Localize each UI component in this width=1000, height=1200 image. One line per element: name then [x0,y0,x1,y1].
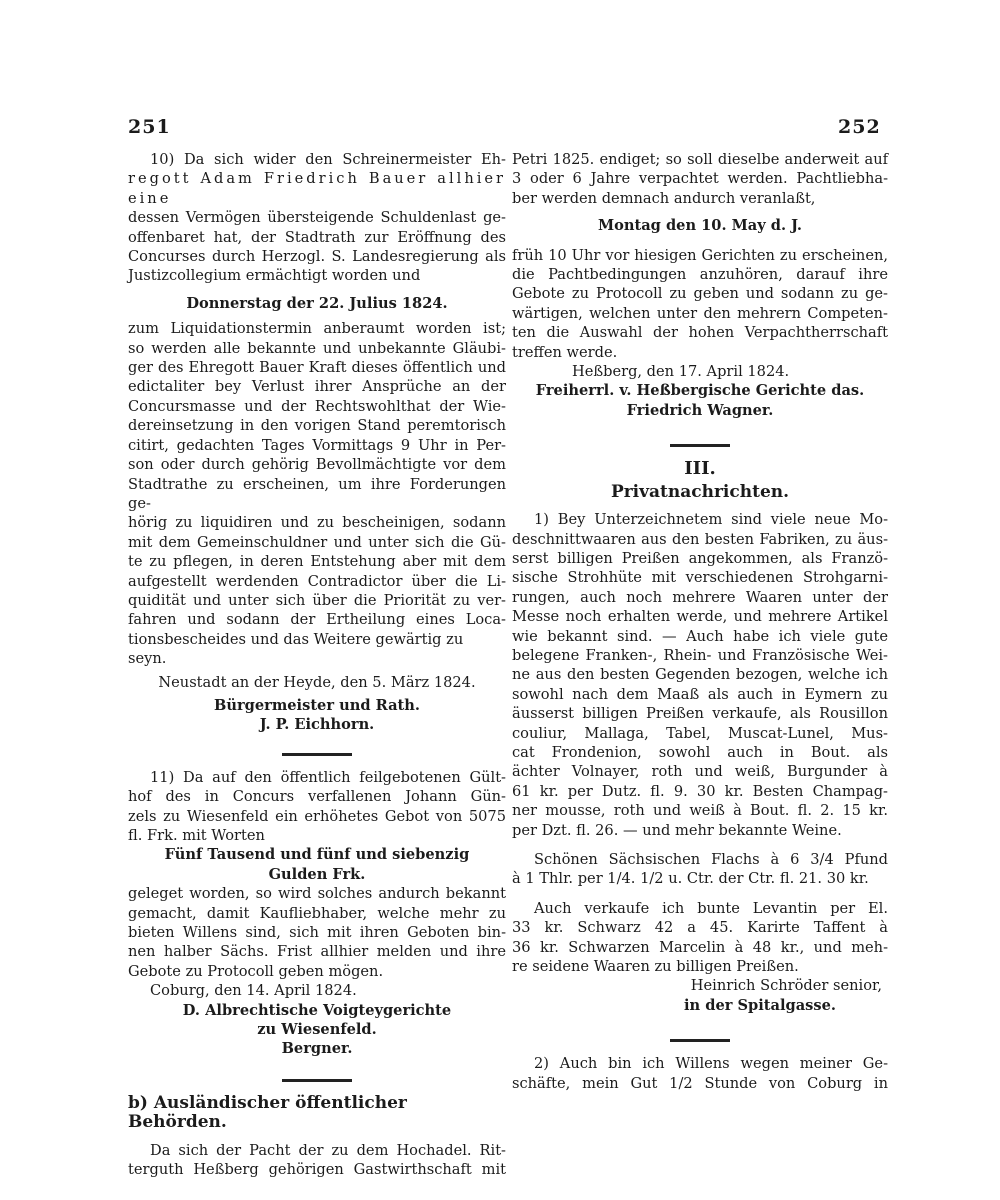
text-line: Messe noch erhalten werde, und mehrere Artikel [512,608,888,626]
text-line: quidität und unter sich über die Priorität zu ver- [128,591,506,609]
notice-11-signer-place: zu Wiesenfeld. [257,1021,377,1039]
text-line: citirt, gedachten Tages Vormittags 9 Uhr in Per- [128,436,506,454]
text-line: Concursmasse und der Rechtswohlthat der Wie- [128,397,506,415]
text-line: fl. Frk. mit Worten [128,827,265,844]
text-line: belegene Franken-, Rhein- und Französische Wei- [512,646,888,664]
text-line: wie bekannt sind. — Auch habe ich viele gute [512,627,888,645]
text-line: treffen werde. [512,343,618,361]
text-line: geleget worden, so wird solches andurch bekannt [128,885,506,903]
text-line: rungen, auch noch mehrere Waaren unter der [512,588,888,606]
text-line: tionsbescheides und das Weitere gewärtig zu seyn. [128,630,464,668]
text-line: 33 kr. Schwarz 42 a 45. Karirte Taffent à [512,919,888,937]
notice-10-body [128,319,506,668]
text-line: regott Adam Friedrich Bauer allhier eine [128,170,506,207]
text-line: mit dem Gemeinschuldner und unter sich die Gü- [128,533,506,551]
text-line: schäfte, mein Gut 1/2 Stunde von Coburg in [512,1074,888,1092]
text-line: terguth Heßberg gehörigen Gastwirthschaft mit [128,1161,506,1179]
text-line: offenbaret hat, der Stadtrath zur Eröffnung des [128,228,506,246]
notice-11-intro [128,768,506,846]
text-line: edictaliter bey Verlust ihrer Ansprüche an der [128,378,506,396]
ad-1-more [512,899,888,977]
lease-signer-name: Friedrich Wagner. [626,401,774,419]
notice-11-signer: D. Albrechtische Voigteygerichte [182,1001,452,1019]
text-line: ger des Ehregott Bauer Kraft dieses öffentlich und [128,359,506,377]
text-line: ber werden demnach andurch veranlaßt, [512,189,816,207]
text-line: fahren und sodann der Ertheilung eines Loca- [128,611,506,629]
text-line: couliur, Mallaga, Tabel, Muscat-Lunel, Mus- [512,724,888,742]
text-line: so werden alle bekannte und unbekannte Gläubi- [128,339,506,357]
separator-rule [670,1039,730,1042]
section-b-text [128,1141,506,1180]
notice-11-amount-unit: Gulden Frk. [268,865,366,883]
lease-notice-continued [512,150,888,208]
text-line: Auch verkaufe ich bunte Levantin per El. [534,899,888,917]
text-line: 2) Auch bin ich Willens wegen meiner Ge- [534,1055,888,1073]
text-line: re seidene Waaren zu billigen Preißen. [512,958,799,976]
text-line: ächter Volnayer, roth und weiß, Burgunder à [512,763,888,781]
text-line: sische Strohhüte mit verschiedenen Strohgarni- [512,569,888,587]
text-line: dessen Vermögen übersteigende Schuldenlast ge- [128,209,506,227]
text-line: à 1 Thlr. per 1/4. 1/2 u. Ctr. der Ctr. fl. 21. 30 kr. [512,870,869,888]
notice-10-intro [128,150,506,286]
ad-1-signer: Heinrich Schröder senior, [690,977,882,995]
text-line: hörig zu liquidiren und zu bescheinigen, sodann [128,514,506,532]
text-line: 11) Da auf den öffentlich feilgebotenen Gült- [150,768,506,786]
notice-10-date: Donnerstag der 22. Julius 1824. [186,294,448,312]
text-line: Justizcollegium ermächtigt worden und [128,267,421,285]
lease-date: Montag den 10. May d. J. [597,217,803,235]
notice-10-place-date: Neustadt an der Heyde, den 5. März 1824. [158,673,476,691]
text-line: nen halber Sächs. Frist allhier melden und ihre [128,943,506,961]
text-line: ten die Auswahl der hohen Verpachtherrschaft [512,324,888,342]
text-line: Gebote zu Protocoll geben mögen. [128,962,384,980]
separator-rule [282,753,352,756]
text-line: zum Liquidationstermin anberaumt worden ist; [128,320,506,338]
text-line: Gebote zu Protocoll zu geben und sodann zu ge- [512,285,888,303]
text-line: Stadtrathe zu erscheinen, um ihre Forderungen ge- [128,475,506,512]
notice-10-signer: Bürgermeister und Rath. [214,696,420,714]
text-line: Da sich der Pacht der zu dem Hochadel. Rit- [150,1141,506,1159]
text-line: Schönen Sächsischen Flachs à 6 3/4 Pfund [534,851,888,868]
text-line: äusserst billigen Preißen verkaufe, als Rousillon [512,705,888,723]
text-line: ner mousse, roth und weiß à Bout. fl. 2. 15 kr. [512,802,888,820]
separator-rule [670,444,730,447]
page-number-right: 252 [838,116,881,138]
text-line: ne aus den besten Gegenden bezogen, welche ich [512,666,888,684]
left-column [128,150,506,1180]
section-b-heading: b) Ausländischer öffentlicher Behörden. [128,1092,407,1133]
text-line: 3 oder 6 Jahre verpachtet werden. Pachtliebha- [512,170,888,188]
text-line: serst billigen Preißen angekommen, als Franzö- [512,549,888,567]
text-line: dereinsetzung in den vorigen Stand peremtorisch [128,417,506,435]
ad-2 [512,1054,888,1093]
text-line: früh 10 Uhr vor hiesigen Gerichten zu erscheinen, [512,246,888,264]
text-line: zels zu Wiesenfeld ein erhöhetes Gebot von 5075 [128,807,506,825]
page-number-left: 251 [128,116,171,138]
text-line: 10) Da sich wider den Schreinermeister Eh- [150,151,506,168]
text-line: bieten Willens sind, sich mit ihren Geboten bin- [128,924,506,942]
private-notices-heading: Privatnachrichten. [610,481,790,502]
notice-11-body [128,884,506,981]
notice-11-signer-name: Bergner. [281,1040,353,1058]
lease-body [512,246,888,362]
text-line: 1) Bey Unterzeichnetem sind viele neue Mo- [534,511,888,529]
text-line: te zu pflegen, in deren Entstehung aber mit dem [128,553,506,571]
text-line: gemacht, damit Kaufliebhaber, welche mehr zu [128,904,506,922]
text-line: Concurses durch Herzogl. S. Landesregierung als [128,248,506,266]
text-line: aufgestellt werdenden Contradictor über die Li- [128,572,506,590]
ad-1-signer-address: in der Spitalgasse. [684,996,836,1014]
separator-rule [282,1079,352,1082]
ad-1 [512,510,888,840]
text-line: deschnittwaaren aus den besten Fabriken, zu äus- [512,530,888,548]
right-column [512,150,888,1093]
notice-11-place-date: Coburg, den 14. April 1824. [150,982,357,1000]
text-line: per Dzt. fl. 26. — und mehr bekannte Weine. [512,821,842,839]
text-line: hof des in Concurs verfallenen Johann Gün- [128,788,506,806]
text-line: 61 kr. per Dutz. fl. 9. 30 kr. Besten Champag- [512,782,888,800]
notice-10-signer-name: J. P. Eichhorn. [259,716,375,734]
text-line: cat Frondenion, sowohl auch in Bout. als [512,743,888,761]
lease-signer: Freiherrl. v. Heßbergische Gerichte das. [535,382,865,400]
text-line: sowohl nach dem Maaß als auch in Eymern zu [512,685,888,703]
notice-11-amount: Fünf Tausend und fünf und siebenzig [164,846,470,864]
lease-place-date: Heßberg, den 17. April 1824. [572,363,790,381]
ad-1-flax [512,850,888,889]
text-line: wärtigen, welchen unter den mehrern Competen- [512,304,888,322]
section-iii-heading: III. [684,458,716,480]
text-line: Petri 1825. endiget; so soll dieselbe anderweit auf [512,151,888,168]
text-line: 36 kr. Schwarzen Marcelin à 48 kr., und meh- [512,938,888,956]
text-line: die Pachtbedingungen anzuhören, darauf ihre [512,266,888,284]
text-line: son oder durch gehörig Bevollmächtigte vor dem [128,456,506,474]
